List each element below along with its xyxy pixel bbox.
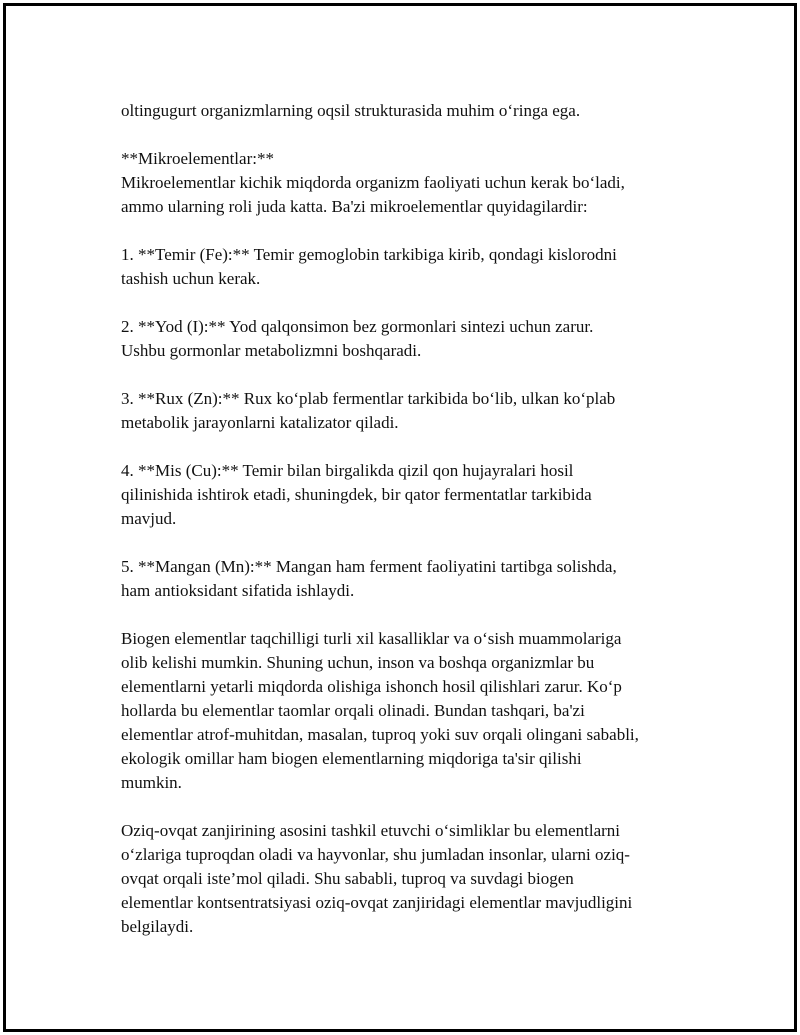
paragraph-microelements-intro: **Mikroelementlar:** Mikroelementlar kichik miqdorda organizm faoliyati uchun kerak bo‘ladi, ammo ularning roli juda katta. Ba'zi mikroelementlar quyidagilardir:	[121, 149, 625, 216]
paragraph-deficiency: Biogen elementlar taqchilligi turli xil kasalliklar va o‘sish muammolariga olib kelishi mumkin. Shuning uchun, inson va boshqa organizmlar bu elementlarni yetarli miqdorda olishiga ishonch hosil qilishlari zarur. Ko‘p hollarda bu elementlar taomlar orqali olinadi. Bundan tashqari, ba'zi elementlar atrof-muhitdan, masalan, tuproq yoki suv orqali olingani sababli, ekologik omillar ham biogen elementlarning miqdoriga ta'sir qilishi mumkin.	[121, 629, 639, 792]
document-body	[121, 99, 691, 939]
list-item-manganese: 5. **Mangan (Mn):** Mangan ham ferment faoliyatini tartibga solishda, ham antioksidant sifatida ishlaydi.	[121, 557, 617, 600]
list-item-iodine: 2. **Yod (I):** Yod qalqonsimon bez gormonlari sintezi uchun zarur. Ushbu gormonlar metabolizmni boshqaradi.	[121, 317, 594, 360]
paragraph-food-chain: Oziq-ovqat zanjirining asosini tashkil etuvchi o‘simliklar bu elementlarni o‘zlariga tuproqdan oladi va hayvonlar, shu jumladan insonlar, ularni oziq- ovqat orqali iste’mol qiladi. Shu sababli, tuproq va suvdagi biogen elementlar kontsentratsiyasi oziq-ovqat zanjiridagi elementlar mavjudligini belgilaydi.	[121, 821, 633, 936]
paragraph-sulfur-continuation: oltingugurt organizmlarning oqsil strukturasida muhim o‘ringa ega.	[121, 101, 581, 120]
list-item-zinc: 3. **Rux (Zn):** Rux ko‘plab fermentlar tarkibida bo‘lib, ulkan ko‘plab metabolik jarayonlarni katalizator qiladi.	[121, 389, 616, 432]
page-border	[3, 3, 797, 1032]
list-item-copper: 4. **Mis (Cu):** Temir bilan birgalikda qizil qon hujayralari hosil qilinishida ishtirok etadi, shuningdek, bir qator fermentatlar tarkibida mavjud.	[121, 461, 592, 528]
list-item-iron: 1. **Temir (Fe):** Temir gemoglobin tarkibiga kirib, qondagi kislorodni tashish uchun kerak.	[121, 245, 617, 288]
